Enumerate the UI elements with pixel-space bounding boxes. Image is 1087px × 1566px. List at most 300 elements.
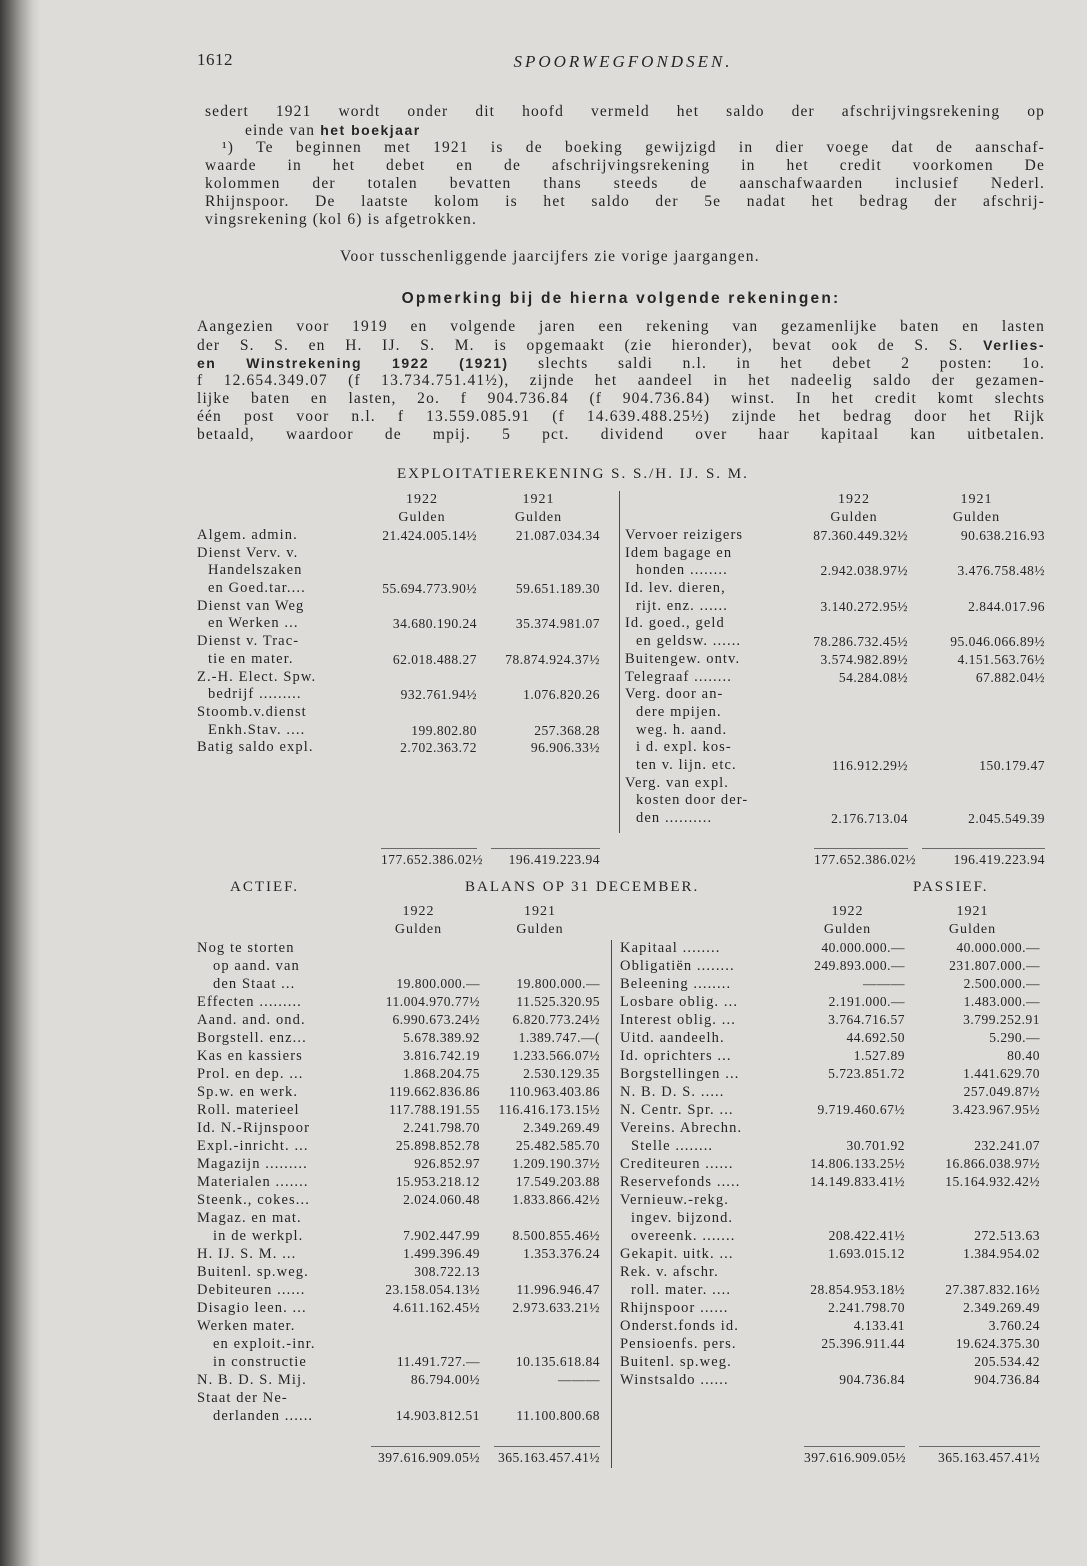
amount-1921: 90.638.216.93 (960, 528, 1045, 543)
header-spacer (620, 921, 790, 939)
row-label-line: Werken mater. (197, 1318, 296, 1334)
exploitation-debit-side (197, 491, 600, 757)
amount-1921: 1.353.376.24 (523, 1246, 600, 1261)
row-label (197, 1155, 357, 1173)
row-label-line: Crediteuren ...... (620, 1156, 734, 1172)
amount-1922: 4.133.41 (853, 1318, 905, 1333)
table-row (620, 1371, 1040, 1389)
amount-1922: 2.176.713.04 (831, 811, 908, 826)
table-row (620, 939, 1040, 957)
row-label (197, 1281, 357, 1299)
row-label (625, 615, 800, 650)
amount-1922: 1.868.204.75 (403, 1066, 480, 1081)
row-label-line: rijt. enz. ...... (636, 597, 728, 614)
table-row (620, 1065, 1040, 1083)
amount-1921: 27.387.832.16½ (945, 1282, 1040, 1297)
amount-1922: 78.286.732.45½ (813, 634, 908, 650)
table-row (620, 975, 1040, 993)
text-line: Aangezien voor 1919 en volgende jaren een rekening van gezamenlijke baten en lasten (197, 318, 1045, 335)
remark-heading: Opmerking bij de hierna volgende rekeningen: (401, 290, 841, 307)
total-1922: 397.616.909.05½ (804, 1446, 905, 1467)
amount-1922: 19.800.000.— (396, 976, 480, 991)
amount-1922: 87.360.449.32½ (813, 528, 908, 543)
row-label-line: Verg. door an- (625, 686, 724, 703)
row-label (197, 527, 367, 545)
table-row (625, 651, 1045, 669)
row-label-line: Enkh.Stav. .... (208, 721, 306, 738)
amount-1922: 3.140.272.95½ (820, 598, 908, 614)
table-row (197, 739, 600, 757)
totals-spacer (620, 1446, 790, 1467)
row-label (197, 739, 367, 757)
row-label-line: Vernieuw.-rekg. (620, 1192, 729, 1208)
amount-1921: 1.483.000.— (963, 994, 1040, 1009)
amount-1921: 2.973.633.21½ (512, 1300, 600, 1315)
exploitation-credit-side (625, 491, 1045, 828)
row-label (197, 633, 367, 668)
table-row (620, 1173, 1040, 1191)
row-label (620, 1191, 790, 1245)
text-line (205, 121, 1045, 139)
row-label (197, 1245, 357, 1263)
table-row (620, 1299, 1040, 1317)
amount-1922: 1.499.396.49 (403, 1246, 480, 1261)
amount-1921: 150.179.47 (979, 757, 1045, 773)
text-line: betaald, waardoor de mpij. 5 pct. dividend over haar kapitaal kan uitbetalen. (197, 426, 1045, 443)
amount-1921: 8.500.855.46½ (512, 1228, 600, 1243)
row-label-line: Vervoer reizigers (625, 527, 744, 543)
header-spacer (625, 491, 800, 509)
row-label (197, 669, 367, 704)
amount-1922: 3.816.742.19 (403, 1048, 480, 1063)
amount-1921: 67.882.04½ (975, 669, 1045, 685)
row-label-line: Rhijnspoor ...... (620, 1300, 729, 1316)
amount-1922: 1.527.89 (853, 1048, 905, 1063)
amount-1921: 205.534.42 (974, 1354, 1040, 1369)
amount-1921: 11.996.946.47 (516, 1282, 600, 1297)
row-label (620, 1155, 790, 1173)
total-1922: 397.616.909.05½ (371, 1446, 480, 1467)
table-row (620, 1047, 1040, 1065)
total-1921: 365.163.457.41½ (919, 1446, 1040, 1467)
table-row (197, 1389, 600, 1425)
amount-1921: 10.135.618.84 (515, 1354, 600, 1369)
row-label (620, 1119, 790, 1155)
balance-title: BALANS OP 31 DECEMBER. (465, 879, 700, 895)
table-row (620, 1155, 1040, 1173)
amount-1922: 249.893.000.— (814, 958, 905, 973)
table-row (620, 1353, 1040, 1371)
column-header-year: 1922 (406, 492, 438, 507)
row-label-line: Sp.w. en werk. (197, 1084, 299, 1100)
text-line: f 12.654.349.07 (f 13.734.751.41½), zijnde het aandeel in het nadeelig saldo der gezamen- (197, 372, 1045, 389)
row-label (197, 1137, 357, 1155)
table-row (620, 1317, 1040, 1335)
row-label (620, 993, 790, 1011)
text-line: kolommen der totalen bevatten thans steeds de aanschafwaarden inclusief Nederl. (205, 175, 1045, 192)
row-label-line: en geldsw. ...... (636, 633, 742, 650)
row-label (197, 545, 367, 598)
row-label-line: Magazijn ......... (197, 1156, 308, 1172)
amount-1921: 96.906.33½ (530, 740, 600, 756)
row-label (625, 775, 800, 828)
text-line (197, 336, 1045, 354)
column-header-unit: Gulden (514, 510, 563, 525)
total-1922: 177.652.386.02½ (814, 848, 908, 869)
balance-assets-totals (197, 1446, 600, 1467)
amount-1922: 40.000.000.— (821, 940, 905, 955)
column-divider (619, 491, 620, 833)
row-label (620, 1173, 790, 1191)
row-label-line: Id. N.-Rijnspoor (197, 1120, 311, 1136)
row-label-line: Pensioenfs. pers. (620, 1336, 737, 1352)
row-label-line: Prol. en dep. ... (197, 1066, 304, 1082)
row-label (620, 1317, 790, 1335)
row-label-line: Interest oblig. ... (620, 1012, 736, 1028)
amount-1921: ——— (558, 1372, 600, 1387)
amount-1922: 14.149.833.41½ (810, 1174, 905, 1189)
table-row (197, 1155, 600, 1173)
column-header-unit: Gulden (952, 510, 1001, 525)
row-label-line: Buitengew. ontv. (625, 650, 741, 667)
row-label-line: i d. expl. kos- (636, 739, 732, 756)
amount-1921: 1.441.629.70 (963, 1066, 1040, 1081)
text-line: Rhijnspoor. De laatste kolom is het saldo der 5e nadat het bedrag der afschrij- (205, 193, 1045, 210)
row-label-line: in constructie (213, 1354, 307, 1370)
row-label (197, 1299, 357, 1317)
row-label (620, 1083, 790, 1101)
row-label-line: Roll. materieel (197, 1102, 300, 1118)
table-row (625, 580, 1045, 615)
remark-paragraph (197, 318, 1045, 444)
row-label-line: Z.-H. Elect. Spw. (197, 668, 317, 685)
row-label-line: Telegraaf ........ (625, 668, 732, 685)
row-label-line: Effecten ......... (197, 994, 302, 1010)
row-label-line: Id. lev. dieren, (625, 580, 726, 597)
header-spacer (197, 921, 357, 939)
row-label-line: Materialen ....... (197, 1174, 309, 1190)
amount-1921: 2.530.129.35 (523, 1066, 600, 1081)
amount-1922: 15.953.218.12 (395, 1174, 480, 1189)
table-row (625, 669, 1045, 687)
amount-1922: 3.764.716.57 (828, 1012, 905, 1027)
row-label (197, 993, 357, 1011)
balance-liabilities-side (620, 903, 1040, 1389)
row-label (197, 1029, 357, 1047)
amount-1921: 3.799.252.91 (963, 1012, 1040, 1027)
row-label (197, 1101, 357, 1119)
balance-assets-side (197, 903, 600, 1425)
amount-1922: 5.678.389.92 (403, 1030, 480, 1045)
column-header-year: 1921 (960, 492, 993, 507)
amount-1922: 14.806.133.25½ (810, 1156, 905, 1171)
row-label-line: Stoomb.v.dienst (197, 703, 307, 720)
column-header-unit: Gulden (823, 922, 872, 937)
amount-1922: 4.611.162.45½ (393, 1300, 480, 1315)
total-1921: 196.419.223.94 (922, 848, 1045, 869)
row-label-line: Vereins. Abrechn. (620, 1120, 743, 1136)
total-1921: 196.419.223.94 (491, 848, 600, 869)
amount-1922: 199.802.80 (411, 722, 477, 738)
row-label-line: Uitd. aandeelh. (620, 1030, 725, 1046)
row-label-line: Idem bagage en (625, 544, 733, 561)
row-label-line: Magaz. en mat. (197, 1210, 302, 1226)
totals-spacer (197, 1446, 357, 1467)
column-header-row (620, 903, 1040, 921)
amount-1921: 11.525.320.95 (516, 994, 600, 1009)
amount-1921: 272.513.63 (974, 1228, 1040, 1243)
row-label-line: Reservefonds ..... (620, 1174, 741, 1190)
amount-1921: 1.209.190.37½ (512, 1156, 600, 1171)
table-row (197, 1263, 600, 1281)
amount-1921: 35.374.981.07 (515, 616, 600, 632)
row-label (197, 1011, 357, 1029)
table-row (197, 1209, 600, 1245)
amount-1921: 1.076.820.26 (523, 687, 600, 703)
row-label-line: Steenk., cokes... (197, 1192, 310, 1208)
table-row (620, 1083, 1040, 1101)
column-header-row (625, 509, 1045, 527)
amount-1922: 2.024.060.48 (403, 1192, 480, 1207)
column-header-year: 1921 (524, 904, 556, 919)
row-label-line: Dienst Verv. v. (197, 544, 299, 561)
row-label-line: Algem. admin. (197, 527, 298, 543)
amount-1921: 5.290.— (989, 1030, 1040, 1045)
row-label-line: Onderst.fonds id. (620, 1318, 739, 1334)
row-label (197, 1371, 357, 1389)
row-label-line: den .......... (636, 810, 713, 826)
row-label (620, 1047, 790, 1065)
row-label (197, 1209, 357, 1245)
row-label (620, 975, 790, 993)
amount-1922: 30.701.92 (846, 1138, 905, 1153)
row-label-line: derlanden ...... (213, 1408, 314, 1424)
row-label (620, 957, 790, 975)
row-label-line: N. B. D. S. ..... (620, 1084, 725, 1100)
row-label-line: Buitenl. sp.weg. (197, 1264, 309, 1280)
text-line: sedert 1921 wordt onder dit hoofd vermeld het saldo der afschrijvingsrekening op (205, 103, 1045, 120)
column-header-row (197, 903, 600, 921)
row-label-line: Id. goed., geld (625, 615, 725, 632)
row-label-line: Winstsaldo ...... (620, 1372, 729, 1388)
row-label-line: Buitenl. sp.weg. (620, 1354, 732, 1370)
amount-1922: 2.241.798.70 (828, 1300, 905, 1315)
amount-1921: 15.164.932.42½ (945, 1174, 1040, 1189)
row-label-line: Staat der Ne- (197, 1390, 288, 1406)
amount-1921: 80.40 (1007, 1048, 1040, 1063)
row-label-line: tie en mater. (208, 650, 294, 667)
row-label (197, 1047, 357, 1065)
row-label-line: op aand. van (213, 958, 300, 974)
row-label-line: Id. oprichters ... (620, 1048, 732, 1064)
amount-1922: 21.424.005.14½ (382, 528, 477, 543)
amount-1922: 904.736.84 (839, 1372, 905, 1387)
footnote-paragraph (205, 103, 1045, 229)
amount-1922: 7.902.447.99 (403, 1228, 480, 1243)
amount-1921: 78.874.924.37½ (505, 651, 600, 667)
table-row (197, 1281, 600, 1299)
row-label (197, 939, 357, 993)
total-1921: 365.163.457.41½ (494, 1446, 600, 1467)
bold-text-segment: en Winstrekening 1922 (1921) (197, 355, 509, 371)
years-note: Voor tusschenliggende jaarcijfers zie vorige jaargangen. (340, 248, 760, 265)
exploitation-title: EXPLOITATIEREKENING S. S./H. IJ. S. M. (397, 466, 749, 482)
column-header-year: 1921 (956, 904, 989, 919)
row-label (197, 1263, 357, 1281)
row-label (625, 527, 800, 545)
row-label (197, 1065, 357, 1083)
row-label-line: bedrijf ......... (208, 686, 302, 703)
amount-1921: 17.549.203.88 (515, 1174, 600, 1189)
row-label (620, 1011, 790, 1029)
row-label-line: Batig saldo expl. (197, 739, 314, 756)
table-row (620, 1245, 1040, 1263)
amount-1922: 6.990.673.24½ (392, 1012, 480, 1027)
column-header-unit: Gulden (516, 922, 564, 937)
table-row (197, 1245, 600, 1263)
row-label (625, 651, 800, 669)
exploitation-debit-totals (197, 848, 600, 869)
amount-1921: 2.349.269.49 (963, 1300, 1040, 1315)
row-label-line: den Staat ... (213, 976, 296, 992)
amount-empty (790, 1353, 905, 1371)
assets-heading: ACTIEF. (230, 879, 300, 895)
row-label-line: Nog te storten (197, 940, 295, 956)
text-segment: einde van (245, 122, 321, 139)
amount-1922: 28.854.953.18½ (810, 1282, 905, 1297)
text-segment: slechts saldi n.l. in het debet 2 posten: 1o. (508, 355, 1045, 372)
totals-spacer (197, 848, 367, 869)
row-label (620, 1371, 790, 1389)
row-label (197, 704, 367, 739)
row-label (620, 1299, 790, 1317)
row-label-line: Verg. van expl. (625, 774, 730, 791)
amount-1922: 208.422.41½ (828, 1228, 905, 1243)
table-row (620, 1335, 1040, 1353)
row-label-line: Kapitaal ........ (620, 940, 721, 956)
liabilities-heading: PASSIEF. (913, 879, 989, 895)
row-label (620, 1101, 790, 1119)
table-row (620, 1029, 1040, 1047)
amount-1921: 904.736.84 (974, 1372, 1040, 1387)
table-row (620, 1191, 1040, 1245)
amount-1922: 2.241.798.70 (403, 1120, 480, 1135)
book-binding-shadow (0, 0, 40, 1566)
table-row (197, 939, 600, 993)
row-label (620, 1353, 790, 1371)
row-label-line: honden ........ (636, 562, 728, 579)
table-row (197, 1137, 600, 1155)
row-label (625, 686, 800, 774)
amount-1921: 21.087.034.34 (515, 528, 600, 543)
amount-1921: 59.651.189.30 (515, 581, 600, 597)
amount-1922: 1.693.015.12 (828, 1246, 905, 1261)
amount-1922: 9.719.460.67½ (817, 1102, 905, 1117)
amount-1922: 2.942.038.97½ (820, 563, 908, 579)
table-row (197, 1101, 600, 1119)
table-row (625, 686, 1045, 774)
table-row (197, 527, 600, 545)
amount-1921: 1.384.954.02 (963, 1246, 1040, 1261)
row-label-line: in de werkpl. (213, 1228, 304, 1244)
row-label-line: Aand. and. ond. (197, 1012, 306, 1028)
text-line: ¹) Te beginnen met 1921 is de boeking gewijzigd in dier voege dat de aanschaf- (222, 139, 1045, 156)
column-header-year: 1922 (402, 904, 435, 919)
amount-1921: 4.151.563.76½ (957, 651, 1045, 667)
row-label-line: Gekapit. uitk. ... (620, 1246, 734, 1262)
row-label-line: en exploit.-inr. (213, 1336, 316, 1352)
amount-1921: 3.760.24 (988, 1318, 1040, 1333)
row-label (197, 1083, 357, 1101)
amount-1922: 86.794.00½ (410, 1372, 480, 1387)
row-label-line: Expl.-inricht. ... (197, 1138, 309, 1154)
amount-1921: 116.416.173.15½ (498, 1102, 600, 1117)
row-label-line: Beleening ........ (620, 976, 732, 992)
table-row (197, 1371, 600, 1389)
row-label (197, 1317, 357, 1371)
column-divider (611, 940, 612, 1468)
table-row (620, 1119, 1040, 1155)
total-1922: 177.652.386.02½ (381, 848, 477, 869)
amount-1922: 119.662.836.86 (389, 1084, 480, 1099)
amount-1921: 257.049.87½ (963, 1084, 1040, 1099)
amount-1922: 2.702.363.72 (400, 740, 477, 756)
amount-1921: 40.000.000.— (956, 940, 1040, 955)
header-spacer (620, 903, 790, 921)
text-line: één post voor n.l. f 13.559.085.91 (f 14.639.488.25½) zijnde het bedrag door het Rijk (197, 408, 1045, 425)
column-header-row (197, 491, 600, 509)
column-header-unit: Gulden (398, 510, 446, 525)
table-row (197, 1047, 600, 1065)
header-spacer (625, 509, 800, 527)
table-row (197, 1191, 600, 1209)
table-row (197, 633, 600, 668)
amount-1921: 3.476.758.48½ (957, 563, 1045, 579)
row-label (620, 1065, 790, 1083)
row-label-line: Debiteuren ...... (197, 1282, 306, 1298)
page-number: 1612 (197, 50, 233, 69)
row-label-line: Obligatiën ........ (620, 958, 735, 974)
amount-1922: 11.491.727.— (396, 1354, 480, 1369)
header-spacer (197, 491, 367, 509)
column-header-year: 1921 (522, 492, 555, 507)
row-label (620, 1029, 790, 1047)
amount-1922: ——— (863, 976, 905, 991)
amount-empty (480, 1263, 600, 1281)
exploitation-credit-totals (625, 848, 1045, 869)
table-row (620, 957, 1040, 975)
row-label-line: roll. mater. .... (631, 1282, 732, 1298)
row-label-line: Handelszaken (208, 562, 303, 579)
row-label-line: dere mpijen. (636, 703, 722, 720)
amount-1922: 926.852.97 (414, 1156, 480, 1171)
row-label-line: overeenk. ....... (631, 1228, 736, 1244)
amount-1921: 2.349.269.49 (523, 1120, 600, 1135)
row-label-line: Losbare oblig. ... (620, 994, 739, 1010)
table-row (625, 615, 1045, 650)
row-label-line: N. Centr. Spr. ... (620, 1102, 734, 1118)
row-label (197, 1389, 357, 1425)
row-label-line: ingev. bijzond. (631, 1210, 734, 1226)
row-label-line: weg. h. aand. (636, 721, 728, 738)
text-segment: der S. S. en H. IJ. S. M. is opgemaakt (zie hieronder), bevat ook de S. S. (197, 337, 984, 354)
header-spacer (197, 903, 357, 921)
amount-1921: 19.624.375.30 (955, 1336, 1040, 1351)
row-label (620, 1335, 790, 1353)
amount-1921: 25.482.585.70 (515, 1138, 600, 1153)
row-label (197, 598, 367, 633)
table-row (197, 993, 600, 1011)
